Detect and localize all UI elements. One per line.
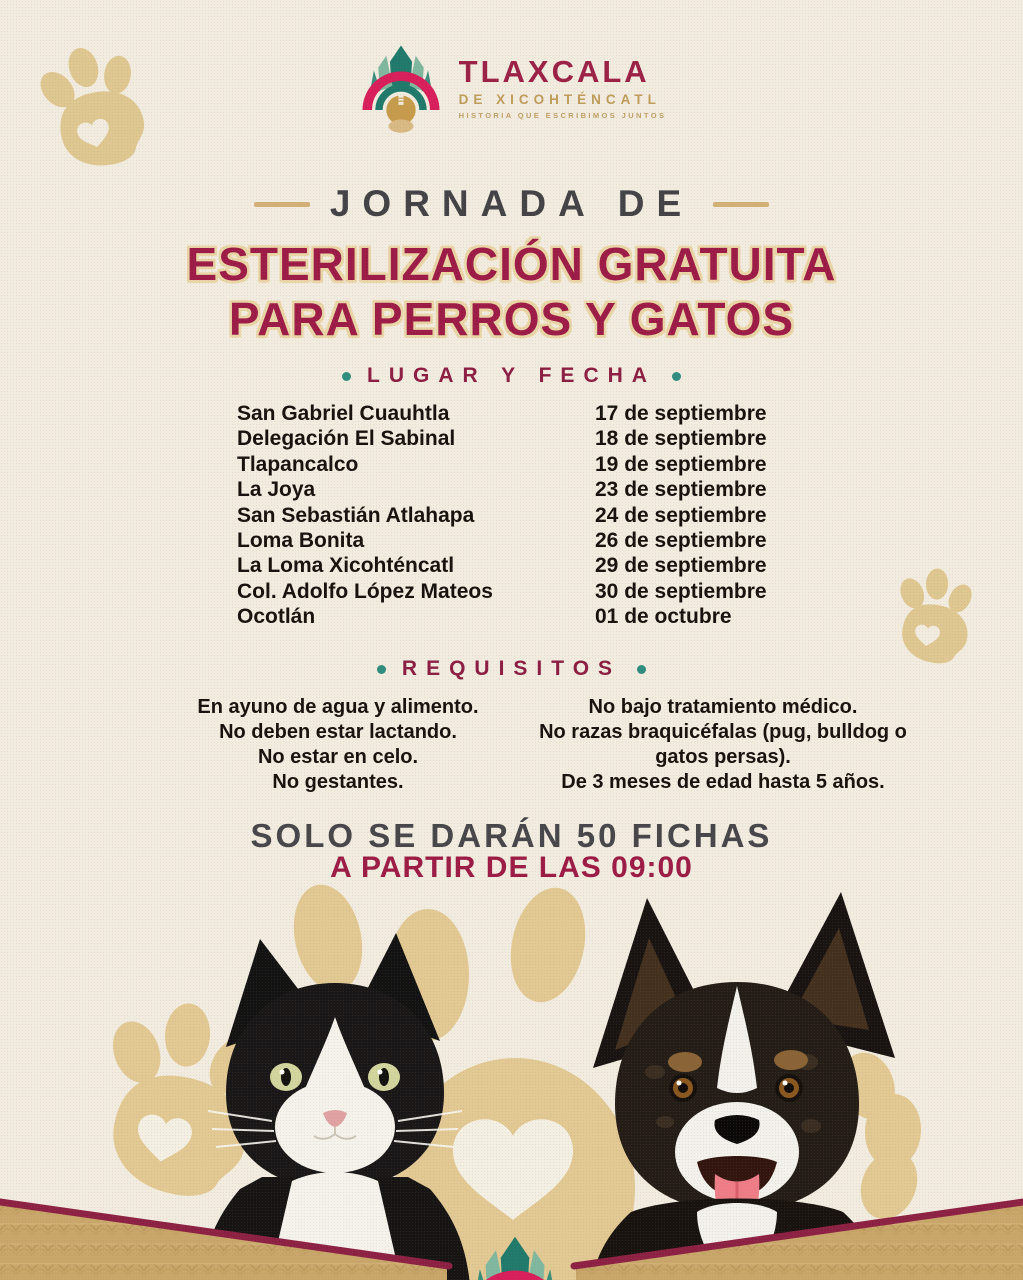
- schedule-date: 30 de septiembre: [595, 579, 767, 603]
- schedule-date: 24 de septiembre: [595, 503, 767, 527]
- schedule-row: [237, 452, 797, 477]
- band-right: [574, 1202, 1023, 1280]
- band-left: [0, 1202, 449, 1280]
- schedule-row: [237, 401, 797, 426]
- logo-title: TLAXCALA: [458, 53, 650, 89]
- bottom-border-band: [0, 1195, 1023, 1280]
- penacho-icon: [471, 1237, 558, 1280]
- schedule-date: 01 de octubre: [595, 605, 732, 629]
- logo-tagline: HISTORIA QUE ESCRIBIMOS JUNTOS: [458, 111, 667, 121]
- schedule-date: 29 de septiembre: [595, 554, 767, 578]
- schedule-heading: LUGAR Y FECHA: [367, 364, 656, 387]
- tickets-line2: A PARTIR DE LAS 09:00: [330, 851, 693, 884]
- main-title-line2: PARA PERROS Y GATOS: [228, 293, 795, 345]
- schedule-place: Delegación El Sabinal: [237, 427, 456, 451]
- bullet-dot-icon: [377, 665, 386, 674]
- bullet-dot-icon: [672, 372, 681, 381]
- tlaxcala-logo: [0, 42, 1023, 134]
- schedule-row: [237, 604, 797, 629]
- requirement-item: No deben estar lactando.: [219, 721, 457, 743]
- logo-subtitle: DE XICOHTÉNCATL: [458, 92, 661, 108]
- schedule-row: [237, 553, 797, 578]
- requirements-heading-row: [0, 657, 1023, 681]
- schedule-place: San Sebastián Atlahapa: [237, 503, 475, 527]
- schedule-date: 19 de septiembre: [595, 452, 767, 476]
- requirements-left-column: [168, 695, 508, 795]
- requirements-heading: REQUISITOS: [401, 657, 622, 680]
- schedule-date: 26 de septiembre: [595, 529, 767, 553]
- kicker-row: [0, 183, 1023, 225]
- logo-text: [458, 53, 667, 121]
- schedule-place: Loma Bonita: [237, 529, 365, 553]
- schedule-row: [237, 477, 797, 502]
- dash-ornament-icon: [254, 202, 310, 207]
- schedule-row: [237, 503, 797, 528]
- penacho-icon: [357, 42, 445, 134]
- main-title-line1: ESTERILIZACIÓN GRATUITA: [186, 238, 837, 290]
- requirement-item: No bajo tratamiento médico.: [588, 696, 858, 718]
- tickets-line1: SOLO SE DARÁN 50 FICHAS: [250, 817, 773, 854]
- schedule-row: [237, 579, 797, 604]
- requirement-item: No gestantes.: [272, 771, 404, 793]
- paw-print-icon: [888, 564, 978, 667]
- schedule-date: 23 de septiembre: [595, 478, 767, 502]
- schedule-place: San Gabriel Cuauhtla: [237, 402, 450, 425]
- kicker-label: JORNADA DE: [329, 183, 694, 224]
- schedule-place: La Loma Xicohténcatl: [237, 554, 455, 578]
- schedule-list: [237, 401, 797, 630]
- schedule-place: Ocotlán: [237, 605, 316, 629]
- schedule-date: 18 de septiembre: [595, 427, 767, 451]
- schedule-place: Col. Adolfo López Mateos: [237, 579, 493, 603]
- schedule-row: [237, 528, 797, 553]
- bullet-dot-icon: [637, 665, 646, 674]
- schedule-heading-row: [0, 364, 1023, 388]
- requirement-item: En ayuno de agua y alimento.: [197, 696, 479, 718]
- bullet-dot-icon: [342, 372, 351, 381]
- schedule-row: [237, 426, 797, 451]
- requirement-item: De 3 meses de edad hasta 5 años.: [561, 771, 885, 793]
- requirement-item: No estar en celo.: [257, 746, 419, 768]
- requirements-right-column: [528, 695, 918, 795]
- schedule-place: La Joya: [237, 478, 316, 502]
- dash-ornament-icon: [713, 202, 769, 207]
- schedule-place: Tlapancalco: [237, 452, 359, 476]
- requirement-item: No razas braquicéfalas (pug, bulldog o gatos persas).: [539, 721, 907, 768]
- schedule-date: 17 de septiembre: [595, 402, 767, 425]
